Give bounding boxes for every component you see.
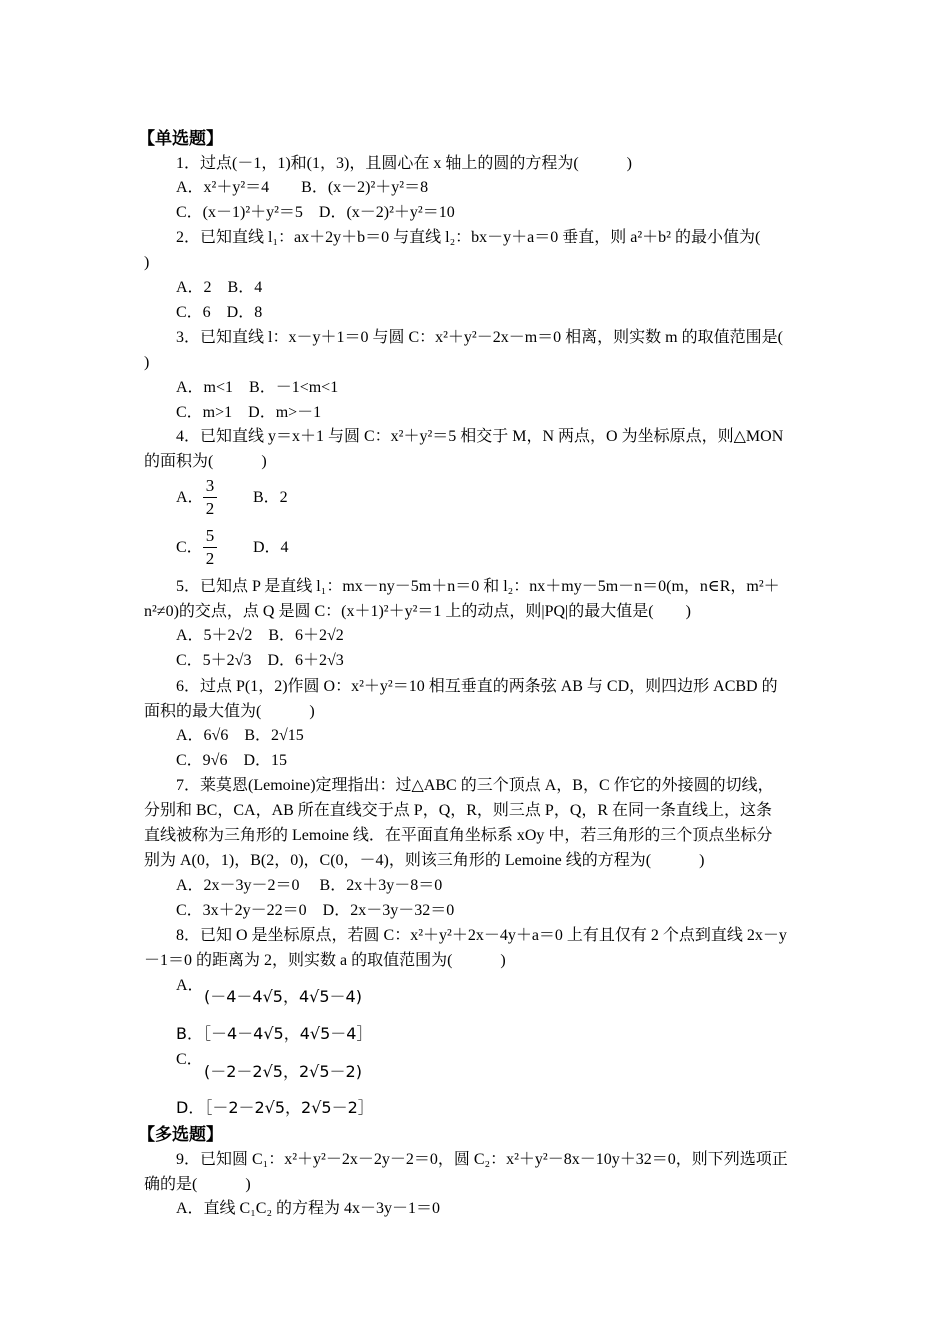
question-4-stem-cont: 的面积为( ) <box>144 453 267 470</box>
question-4-option-b: B．2 <box>253 489 288 506</box>
question-4-option-d: D．4 <box>253 539 289 556</box>
question-2-options-ab: A．2 B．4 <box>176 279 263 296</box>
question-1-options-ab: A．x²＋y²＝4 B．(x－2)²＋y²＝8 <box>176 179 429 196</box>
question-4-option-a-fraction <box>203 476 217 519</box>
fraction-numerator: 5 <box>205 526 215 545</box>
question-3-options-ab: A．m<1 B．－1<m<1 <box>176 379 339 396</box>
question-8-option-a: (－4－4√5，4√5－4) <box>204 987 362 1006</box>
question-7-stem: 7．莱莫恩(Lemoine)定理指出：过△ABC 的三个顶点 A，B，C 作它的外接圆的切线， <box>176 777 774 794</box>
question-7-options-ab: A．2x－3y－2＝0 B．2x＋3y－8＝0 <box>176 877 443 894</box>
question-9-stem: 9．已知圆 C₁：x²＋y²－2x－2y－2＝0，圆 C₂：x²＋y²－8x－10y＋32＝0，则下列选项正 <box>176 1151 788 1168</box>
question-4-option-c-fraction <box>203 526 217 569</box>
question-2-stem: 2．已知直线 l₁：ax＋2y＋b＝0 与直线 l₂：bx－y＋a＝0 垂直，则 a²＋b² 的最小值为( <box>176 229 761 246</box>
question-4-option-a-label: A． <box>176 489 204 506</box>
question-3-stem: 3．已知直线 l：x－y＋1＝0 与圆 C：x²＋y²－2x－m＝0 相离，则实数 m 的取值范围是( <box>176 329 783 346</box>
question-4-stem: 4．已知直线 y＝x＋1 与圆 C：x²＋y²＝5 相交于 M，N 两点，O 为坐标原点，则△MON <box>176 428 784 445</box>
question-9-stem-cont: 确的是( ) <box>144 1176 251 1193</box>
question-8-option-c-label: C． <box>176 1051 203 1068</box>
question-7-stem-cont-1: 分别和 BC，CA，AB 所在直线交于点 P，Q，R，则三点 P，Q，R 在同一条直线上，这条 <box>144 802 773 819</box>
question-8-stem: 8．已知 O 是坐标原点，若圆 C：x²＋y²＋2x－4y＋a＝0 上有且仅有 2 个点到直线 2x－y <box>176 927 787 944</box>
question-5-stem: 5．已知点 P 是直线 l₁：mx－ny－5m＋n＝0 和 l₂：nx＋my－5m－n＝0(m，n∈R，m²＋ <box>176 578 780 595</box>
fraction-bar <box>203 497 217 498</box>
question-4-option-c-label: C． <box>176 539 203 556</box>
question-7-stem-cont-2: 直线被称为三角形的 Lemoine 线．在平面直角坐标系 xOy 中，若三角形的三个顶点坐标分 <box>144 827 773 844</box>
fraction-denominator: 2 <box>205 549 215 568</box>
question-6-options-ab: A．6√6 B．2√15 <box>176 727 304 744</box>
question-3-options-cd: C．m>1 D．m>－1 <box>176 404 322 421</box>
question-6-options-cd: C．9√6 D．15 <box>176 752 288 769</box>
question-3-stem-cont: ) <box>144 354 150 371</box>
question-8-option-c: (－2－2√5，2√5－2) <box>204 1062 362 1081</box>
question-6-stem: 6．过点 P(1，2)作圆 O：x²＋y²＝10 相互垂直的两条弦 AB 与 CD，则四边形 ACBD 的 <box>176 678 778 695</box>
fraction-bar <box>203 547 217 548</box>
question-5-options-cd: C．5＋2√3 D．6＋2√3 <box>176 652 344 669</box>
question-7-options-cd: C．3x＋2y－22＝0 D．2x－3y－32＝0 <box>176 902 455 919</box>
question-2-options-cd: C．6 D．8 <box>176 304 263 321</box>
question-6-stem-cont: 面积的最大值为( ) <box>144 703 315 720</box>
question-1-options-cd: C．(x－1)²＋y²＝5 D．(x－2)²＋y²＝10 <box>176 204 455 221</box>
question-8-option-b: B．［－4－4√5，4√5－4］ <box>176 1024 373 1043</box>
question-9-option-a: A．直线 C₁C₂ 的方程为 4x－3y－1＝0 <box>176 1200 441 1217</box>
fraction-numerator: 3 <box>205 476 215 495</box>
question-5-options-ab: A．5＋2√2 B．6＋2√2 <box>176 627 344 644</box>
question-2-stem-cont: ) <box>144 254 150 271</box>
question-8-option-a-label: A． <box>176 977 204 994</box>
question-7-stem-cont-3: 别为 A(0，1)，B(2，0)，C(0，－4)，则该三角形的 Lemoine 线的方程为( ) <box>144 852 705 869</box>
section-multi-choice: 【多选题】 <box>138 1125 223 1145</box>
question-8-stem-cont: －1＝0 的距离为 2，则实数 a 的取值范围为( ) <box>144 952 506 969</box>
section-single-choice: 【单选题】 <box>138 129 223 149</box>
question-5-stem-cont: n²≠0)的交点，点 Q 是圆 C：(x＋1)²＋y²＝1 上的动点，则|PQ|的最大值是( ) <box>144 603 691 620</box>
question-1-stem: 1．过点(－1，1)和(1，3)，且圆心在 x 轴上的圆的方程为( ) <box>176 155 632 172</box>
fraction-denominator: 2 <box>205 499 215 518</box>
question-8-option-d: D．［－2－2√5，2√5－2］ <box>176 1098 374 1117</box>
